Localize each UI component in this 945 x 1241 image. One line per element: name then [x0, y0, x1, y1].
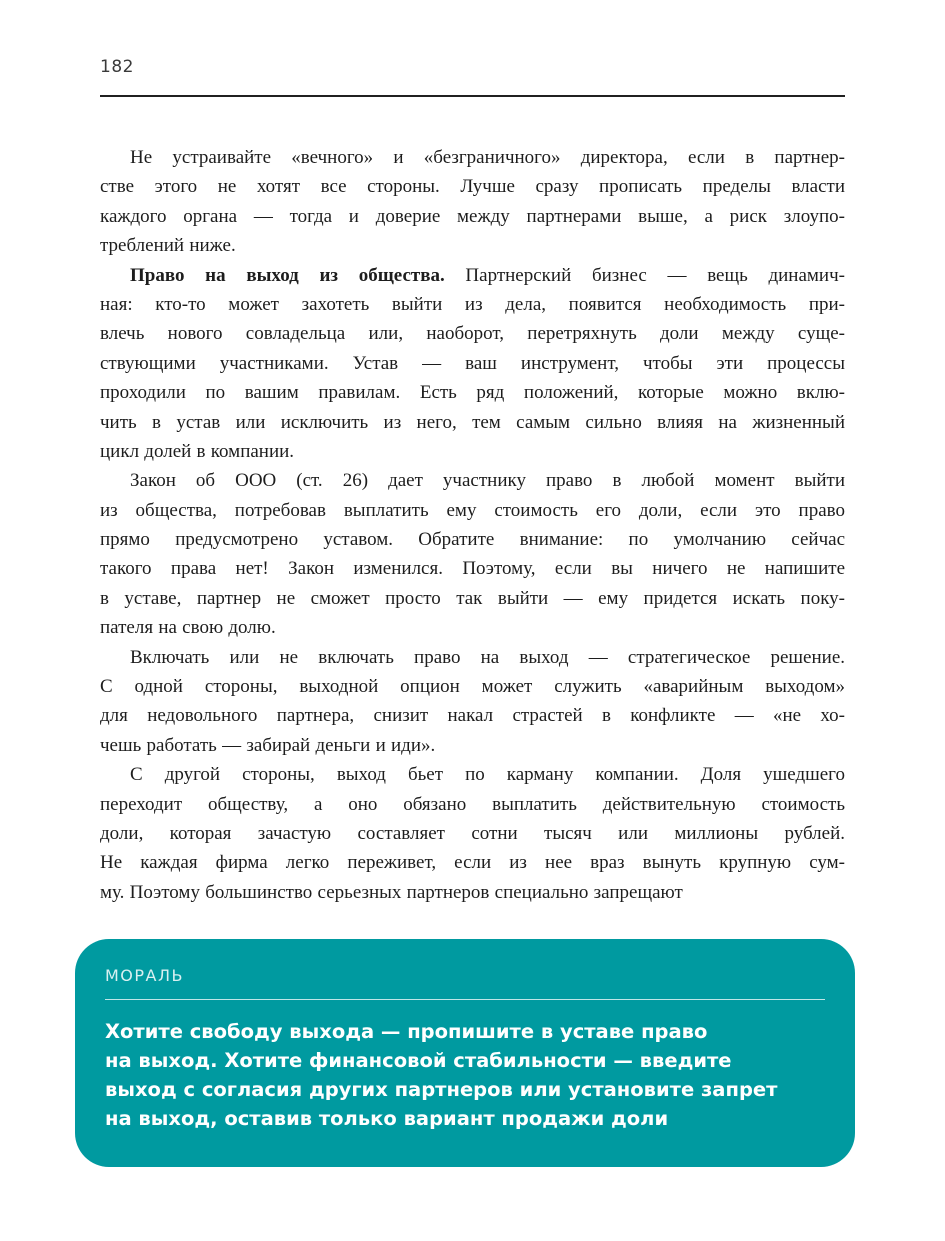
paragraph	[100, 466, 845, 642]
moral-label: МОРАЛЬ	[105, 966, 184, 986]
text-line: каждого органа — тогда и доверие между партнерами выше, а риск злоупо-	[100, 205, 845, 227]
page-number: 182	[100, 57, 134, 77]
moral-text-line: выход с согласия других партнеров или установите запрет	[105, 1078, 778, 1102]
text-line: доли, которая зачастую составляет сотни тысяч или миллионы рублей.	[100, 822, 845, 844]
page-header	[100, 0, 845, 97]
text-line: чешь работать — забирай деньги и иди».	[100, 734, 436, 756]
paragraph	[100, 643, 845, 761]
text-line: пателя на свою долю.	[100, 617, 276, 639]
moral-divider	[105, 999, 825, 1000]
text-line: Не устраивайте «вечного» и «безграничного» директора, если в партнер-	[130, 147, 845, 168]
paragraph	[100, 760, 845, 907]
text-line: прямо предусмотрено уставом. Обратите внимание: по умолчанию сейчас	[100, 529, 845, 551]
moral-box	[75, 939, 855, 1167]
header-rule	[100, 95, 845, 97]
text-line: чить в устав или исключить из него, тем самым сильно влияя на жизненный	[100, 411, 845, 433]
body-text	[100, 143, 845, 907]
moral-text-line: на выход. Хотите финансовой стабильности — введите	[105, 1049, 732, 1073]
text-line: ная: кто-то может захотеть выйти из дела, появится необходимость при-	[100, 293, 845, 315]
text-line: для недовольного партнера, снизит накал страстей в конфликте — «не хо-	[100, 705, 845, 727]
text-line: С другой стороны, выход бьет по карману компании. Доля ушедшего	[130, 764, 845, 786]
text-line: проходили по вашим правилам. Есть ряд положений, которые можно вклю-	[100, 382, 845, 404]
text-line: Закон об ООО (ст. 26) дает участнику право в любой момент выйти	[130, 470, 845, 492]
text-line: влечь нового совладельца или, наоборот, перетряхнуть доли между суще-	[100, 323, 845, 345]
moral-text-line: Хотите свободу выхода — пропишите в уставе право	[105, 1020, 708, 1044]
moral-text	[105, 1017, 825, 1133]
text-line: стве этого не хотят все стороны. Лучше сразу прописать пределы власти	[100, 176, 845, 198]
text-line: такого права нет! Закон изменился. Поэтому, если вы ничего не напишите	[100, 558, 845, 580]
text-line: му. Поэтому большинство серьезных партнеров специально запрещают	[100, 881, 683, 903]
text-line: в уставе, партнер не сможет просто так выйти — ему придется искать поку-	[100, 587, 845, 609]
text-line: С одной стороны, выходной опцион может служить «аварийным выходом»	[100, 676, 845, 698]
text-line: Не каждая фирма легко переживет, если из нее враз вынуть крупную сум-	[100, 852, 845, 874]
text-line: из общества, потребовав выплатить ему стоимость его доли, если это право	[100, 499, 845, 521]
paragraph	[100, 143, 845, 261]
text-line: Включать или не включать право на выход — стратегическое решение.	[130, 646, 845, 668]
paragraph	[100, 261, 845, 467]
text-line: переходит обществу, а оно обязано выплатить действительную стоимость	[100, 793, 845, 815]
text-line: Право на выход из общества. Партнерский бизнес — вещь динамич-	[130, 264, 845, 286]
text-line: цикл долей в компании.	[100, 440, 295, 462]
text-line: треблений ниже.	[100, 235, 236, 257]
text-line: ствующими участниками. Устав — ваш инструмент, чтобы эти процессы	[100, 352, 845, 374]
moral-text-line: на выход, оставив только вариант продажи доли	[105, 1107, 669, 1131]
